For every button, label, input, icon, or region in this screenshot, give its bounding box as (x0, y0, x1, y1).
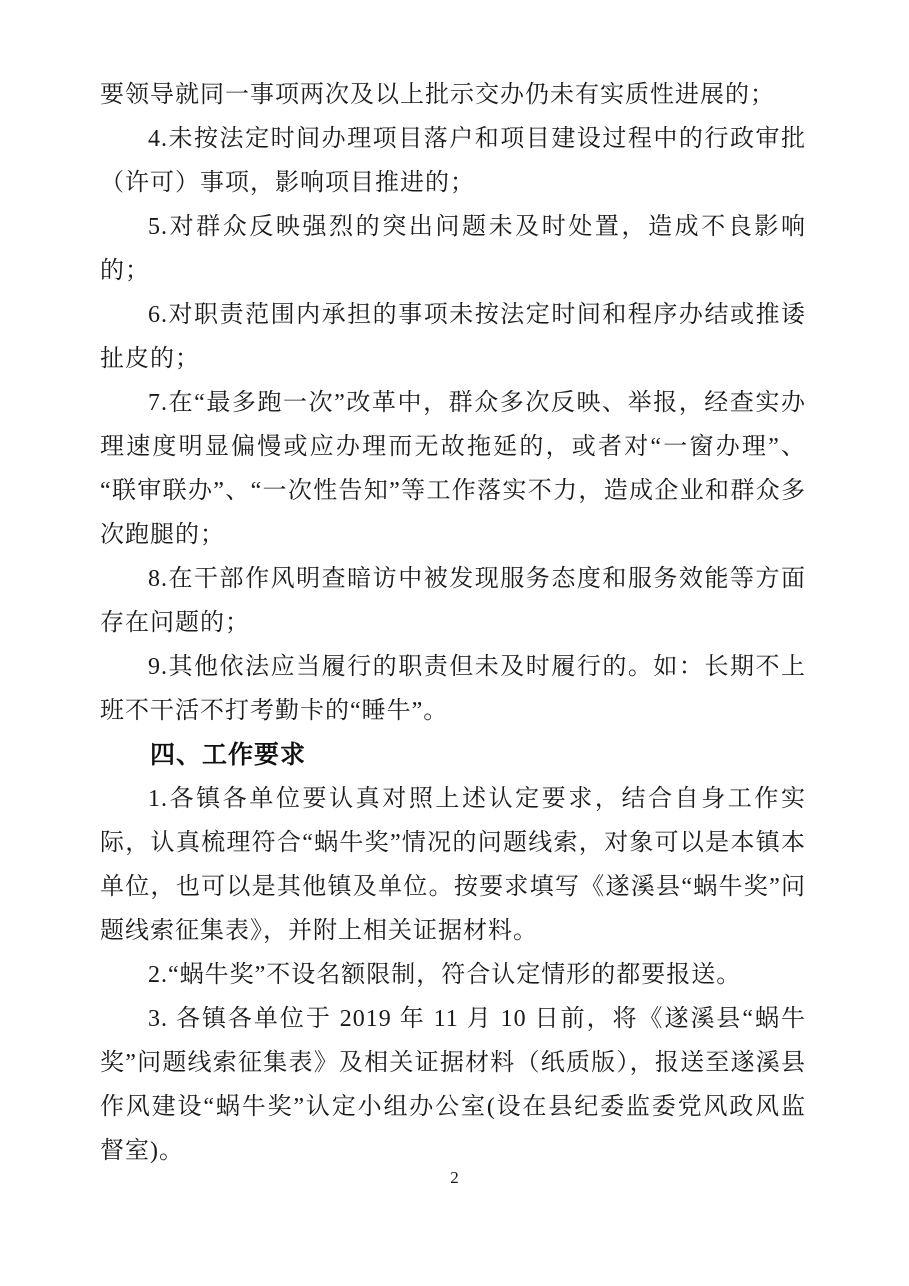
para-item-9: 9.其他依法应当履行的职责但未及时履行的。如：长期不上班不干活不打考勤卡的“睡牛”。 (100, 654, 806, 724)
para-item-7: 7.在“最多跑一次”改革中，群众多次反映、举报，经查实办理速度明显偏慢或应办理而无故拖延的，或者对“一窗办理”、“联审联办”、“一次性告知”等工作落实不力，造成企业和群众多次跑腿的； (100, 390, 806, 548)
page-footer (0, 1168, 909, 1188)
para-req-2: 2.“蜗牛奖”不设名额限制，符合认定情形的都要报送。 (148, 962, 742, 988)
para-req-1: 1.各镇各单位要认真对照上述认定要求，结合自身工作实际，认真梳理符合“蜗牛奖”情况的问题线索，对象可以是本镇本单位，也可以是其他镇及单位。按要求填写《遂溪县“蜗牛奖”问题线索征集表》，并附上相关证据材料。 (100, 786, 806, 944)
document-body (100, 73, 806, 1173)
para-item-6: 6.对职责范围内承担的事项未按法定时间和程序办结或推诿扯皮的； (100, 302, 806, 372)
para-req-3: 3. 各镇各单位于 2019 年 11 月 10 日前，将《遂溪县“蜗牛奖”问题线索征集表》及相关证据材料（纸质版），报送至遂溪县作风建设“蜗牛奖”认定小组办公室(设在县纪委监委党风政风监督室)。 (100, 1006, 806, 1164)
para-item-5: 5.对群众反映强烈的突出问题未及时处置，造成不良影响的； (100, 214, 806, 284)
para-item-4: 4.未按法定时间办理项目落户和项目建设过程中的行政审批（许可）事项，影响项目推进的； (100, 126, 806, 196)
para-continuation: 要领导就同一事项两次及以上批示交办仍未有实质性进展的； (100, 82, 775, 108)
para-item-8: 8.在干部作风明查暗访中被发现服务态度和服务效能等方面存在问题的； (100, 566, 806, 636)
heading-section-4: 四、工作要求 (150, 741, 307, 769)
page-number: 2 (450, 1168, 459, 1187)
